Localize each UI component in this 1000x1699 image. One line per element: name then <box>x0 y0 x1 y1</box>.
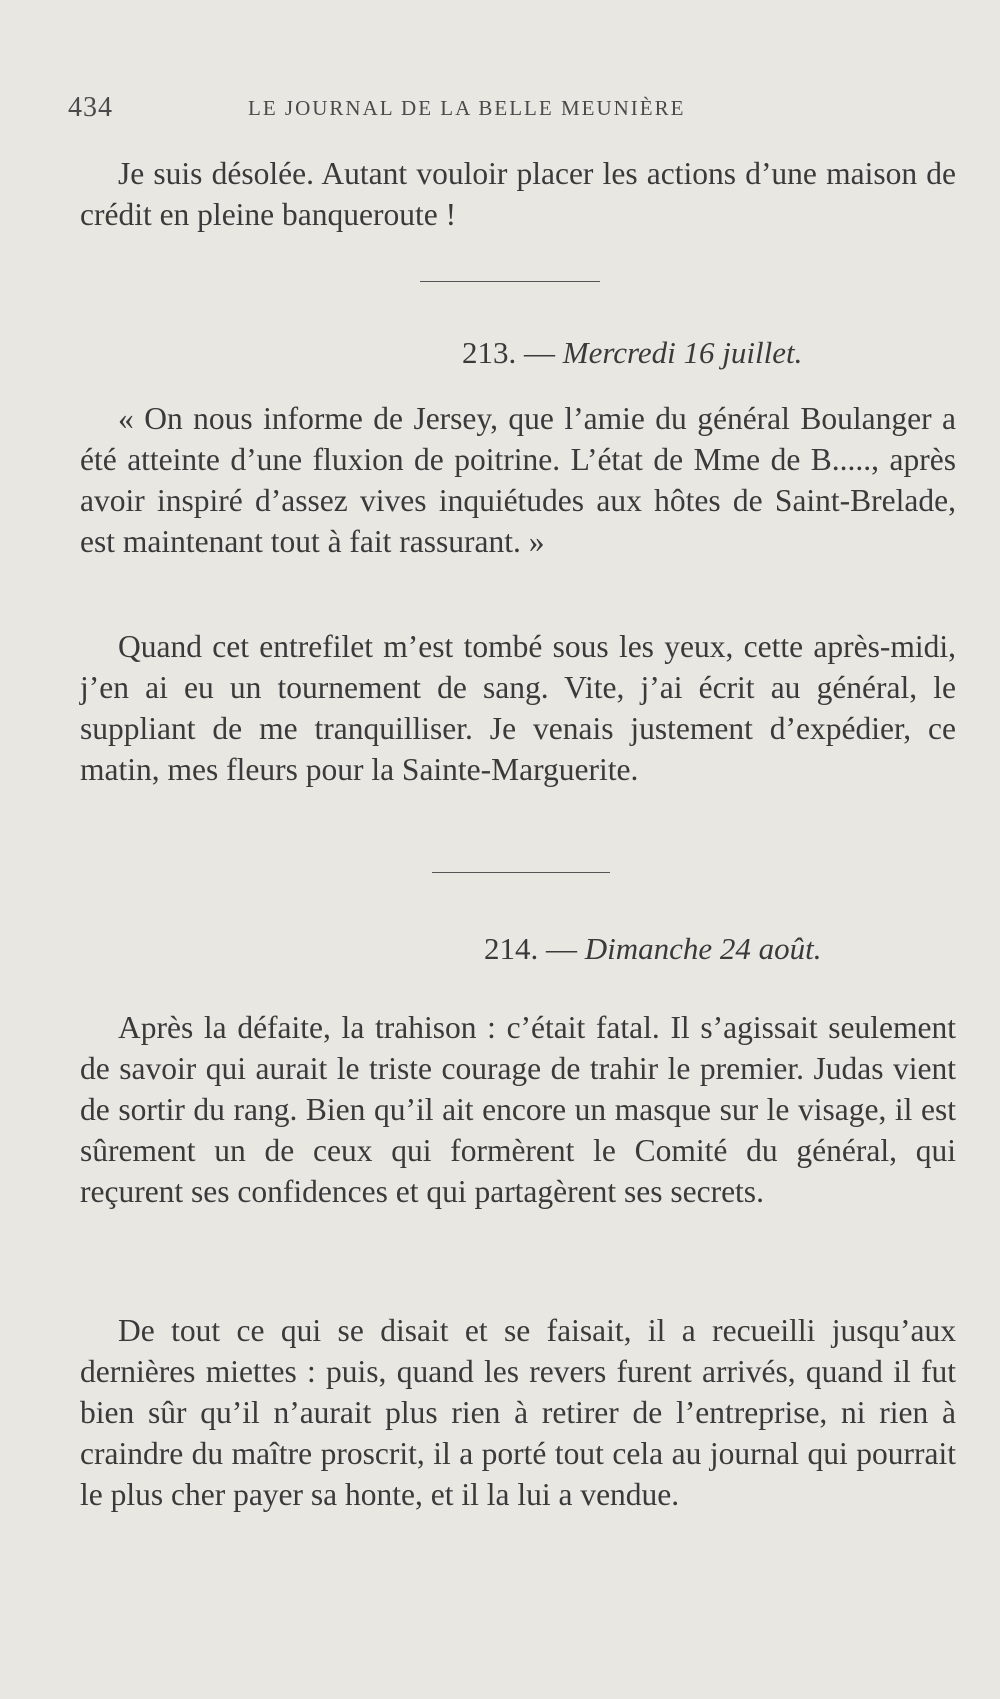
page-number: 434 <box>68 92 113 123</box>
entry-number: 214. <box>484 931 539 966</box>
entry-214-heading <box>484 931 822 967</box>
section-divider <box>420 281 600 282</box>
entry-213-paragraph-2: Quand cet entrefilet m’est tombé sous les yeux, cette après-midi, j’en ai eu un tournement de sang. Vite, j’ai écrit au général, le suppliant de me tranquilliser. Je venais justement d’expédier, ce matin, mes fleurs pour la Sainte-Marguerite. <box>80 629 956 787</box>
entry-date: Mercredi 16 juillet. <box>562 335 803 370</box>
running-title: LE JOURNAL DE LA BELLE MEUNIÈRE <box>248 96 686 120</box>
entry-214-paragraph-1: Après la défaite, la trahison : c’était fatal. Il s’agissait seulement de savoir qui aurait le triste courage de trahir le premier. Judas vient de sortir du rang. Bien qu’il ait encore un masque sur le visage, il est sûrement un de ceux qui formèrent le Comité du général, qui reçurent ses confidences et qui partagèrent ses secrets. <box>80 1010 956 1209</box>
entry-213-paragraph-1: « On nous informe de Jersey, que l’amie du général Boulanger a été atteinte d’une fluxion de poitrine. L’état de Mme de B....., après avoir inspiré d’assez vives inquiétudes aux hôtes de Saint-Brelade, est maintenant tout à fait rassurant. » <box>80 401 956 559</box>
entry-213-heading <box>462 335 802 371</box>
entry-dash: — <box>546 931 577 966</box>
entry-dash: — <box>524 335 555 370</box>
section-divider <box>432 872 610 873</box>
entry-214-paragraph-2: De tout ce qui se disait et se faisait, il a recueilli jusqu’aux dernières miettes : puis, quand les revers furent arrivés, quand il fut bien sûr qu’il n’aurait plus rien à retirer de l’entreprise, ni rien à craindre du maître proscrit, il a porté tout cela au journal qui pourrait le plus cher payer sa honte, et il la lui a vendue. <box>80 1313 956 1512</box>
entry-number: 213. <box>462 335 517 370</box>
opening-paragraph: Je suis désolée. Autant vouloir placer les actions d’une maison de crédit en pleine banqueroute ! <box>80 156 956 232</box>
entry-date: Dimanche 24 août. <box>584 931 822 966</box>
page-header <box>68 92 928 128</box>
